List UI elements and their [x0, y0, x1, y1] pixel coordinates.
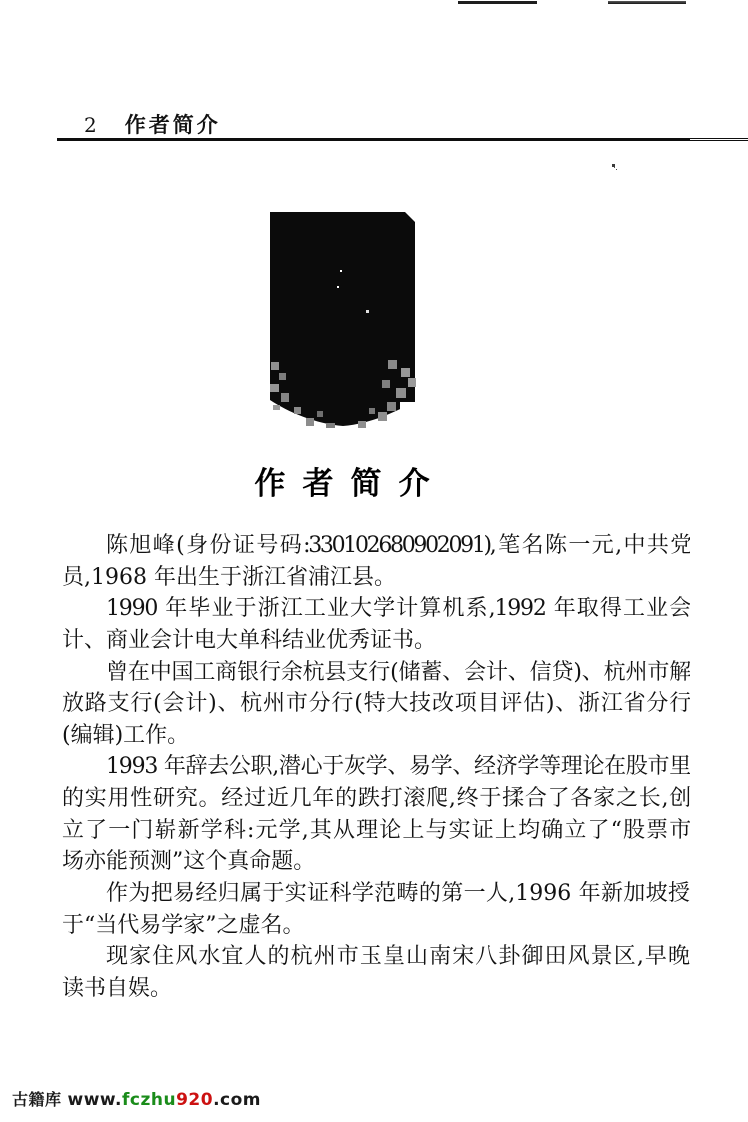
watermark — [12, 1087, 261, 1110]
body-line: 计、商业会计电大单科结业优秀证书。 — [62, 627, 437, 653]
watermark-url-green: fczhu — [122, 1090, 177, 1110]
body-line: (编辑)工作。 — [62, 722, 190, 748]
body-line: 立了一门崭新学科:元学,其从理论上与实证上均确立了“股票市 — [62, 817, 690, 843]
body-line: 读书自娱。 — [62, 975, 173, 1001]
page-number: 2 — [84, 113, 97, 137]
body-line: 1993 年辞去公职,潜心于灰学、易学、经济学等理论在股市里 — [106, 754, 690, 780]
body-line: 1990 年毕业于浙江工业大学计算机系,1992 年取得工业会 — [106, 596, 690, 622]
running-header — [84, 109, 221, 139]
watermark-url-red: 920 — [176, 1090, 214, 1110]
header-rule — [57, 138, 690, 141]
body-line: 现家住风水宜人的杭州市玉皇山南宋八卦御田风景区,早晚 — [106, 944, 690, 970]
body-text — [62, 530, 690, 1005]
watermark-url-tld: .com — [213, 1090, 262, 1110]
body-line: 曾在中国工商银行余杭县支行(储蓄、会计、信贷)、杭州市解 — [106, 659, 690, 685]
author-photo — [270, 212, 416, 428]
watermark-url-www: www. — [67, 1090, 123, 1110]
body-line: 的实用性研究。经过近几年的跌打滚爬,终于揉合了各家之长,创 — [62, 786, 690, 812]
body-line: 陈旭峰(身份证号码:330102680902091),笔名陈一元,中共党 — [106, 533, 690, 558]
body-line: 作为把易经归属于实证科学范畴的第一人,1996 年新加坡授 — [106, 881, 690, 907]
scan-artifact-bar — [458, 1, 537, 4]
body-line: 员,1968 年出生于浙江省浦江县。 — [62, 564, 396, 590]
running-header-title: 作者简介 — [124, 113, 221, 137]
watermark-site-name: 古籍库 — [12, 1090, 62, 1109]
ink-speck — [612, 164, 615, 167]
body-line: 放路支行(会计)、杭州市分行(特大技改项目评估)、浙江省分行 — [62, 691, 690, 717]
body-line: 于“当代易学家”之虚名。 — [62, 912, 305, 938]
body-line: 场亦能预测”这个真命题。 — [62, 849, 316, 875]
scan-artifact-bar — [608, 1, 686, 4]
section-title: 作者简介 — [254, 466, 447, 502]
